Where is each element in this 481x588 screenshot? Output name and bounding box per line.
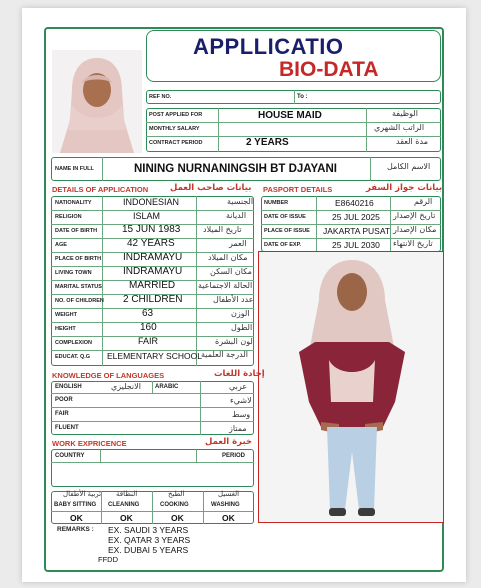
issue-date-ar: تاريخ الإصدار (393, 211, 436, 220)
salary-ar: الراتب الشهري (374, 123, 425, 132)
poor-ar: لاشيء (230, 396, 252, 405)
expiry-ar: تاريخ الانتهاء (393, 239, 433, 248)
experience-title-ar: خبرة العمل (205, 437, 253, 447)
pob-ar: مكان الميلاد (208, 253, 248, 262)
document-subtitle: BIO-DATA (279, 58, 379, 81)
applicant-photo-small (52, 50, 142, 153)
cooking-label: COOKING (160, 502, 189, 508)
fluent-label: FLUENT (55, 425, 79, 431)
cooking-value: OK (171, 513, 184, 523)
remark-line: EX. DUBAI 5 YEARS (108, 545, 189, 555)
baby-sitting-value: OK (70, 513, 83, 523)
post-value: HOUSE MAID (258, 110, 322, 121)
weight-value: 63 (142, 308, 154, 319)
remarks-label: REMARKS : (57, 526, 94, 533)
religion-ar: الديانة (226, 211, 247, 220)
passport-number-value: E8640216 (335, 198, 374, 208)
languages-title-ar: إجادة اللغات (214, 369, 265, 379)
religion-label: RELIGION (55, 214, 82, 220)
post-ar: الوظيفة (392, 109, 418, 118)
marital-value: MARRIED (129, 280, 176, 291)
weight-label: WEIGHT (55, 312, 77, 318)
washing-value: OK (222, 513, 235, 523)
salary-label: MONTHLY SALARY (149, 126, 200, 132)
contract-ar: مدة العقد (396, 137, 428, 146)
expiry-label: DATE OF EXP. (264, 242, 302, 248)
fair-label: FAIR (55, 411, 69, 417)
nationality-label: NATIONALITY (55, 200, 92, 206)
height-ar: الطول (231, 323, 253, 332)
document-title: APPLLICATIO (193, 34, 344, 59)
passport-title-ar: بيانات جواز السفر (366, 183, 443, 193)
passport-number-label: NUMBER (264, 200, 289, 206)
languages-title: KNOWLEDGE OF LANGUAGES (52, 371, 165, 380)
baby-sitting-ar: تربية الأطفال (63, 490, 102, 498)
height-value: 160 (140, 322, 157, 333)
height-label: HEIGHT (55, 326, 76, 332)
living-town-value: INDRAMAYU (123, 266, 183, 277)
dob-ar: تاريخ الميلاد (203, 225, 242, 234)
contract-label: CONTRACT PERIOD (149, 140, 203, 146)
dob-value: 15 JUN 1983 (122, 224, 181, 235)
name-ar: الاسم الكامل (387, 162, 431, 171)
marital-label: MARITAL STATUS (55, 284, 102, 290)
pob-value: INDRAMAYU (123, 252, 183, 263)
issue-date-value: 25 JUL 2025 (332, 212, 380, 222)
issue-place-ar: مكان الإصدار (393, 225, 437, 234)
education-ar: الدرجة العلمية (201, 350, 248, 359)
age-ar: العمر (229, 239, 247, 248)
living-town-label: LIVING TOWN (55, 270, 92, 276)
passport-title: PASPORT DETAILS (263, 185, 333, 194)
post-label: POST APPLIED FOR (149, 112, 203, 118)
weight-ar: الوزن (231, 309, 250, 318)
fair-ar: وسط (232, 410, 251, 419)
baby-sitting-label: BABY SITTING (54, 502, 97, 508)
marital-ar: الحالة الاجتماعية (198, 281, 253, 290)
education-label: EDUCAT. Q.G (55, 354, 91, 360)
passport-number-ar: الرقم (414, 197, 433, 206)
children-label: NO. OF CHILDREN (55, 298, 104, 304)
details-title: DETAILS OF APPLICATION (52, 185, 149, 194)
ref-label: REF NO. (149, 94, 172, 100)
period-label: PERIOD (222, 453, 246, 459)
pob-label: PLACE OF BIRTH (55, 256, 102, 262)
expiry-value: 25 JUL 2030 (332, 240, 380, 250)
education-value: ELEMENTARY SCHOOL (107, 351, 202, 361)
children-value: 2 CHILDREN (123, 294, 183, 305)
cleaning-ar: النظافة (116, 490, 138, 498)
cooking-ar: الطبخ (168, 490, 185, 498)
cleaning-value: OK (120, 513, 133, 523)
complexion-label: COMPLEXION (55, 340, 92, 346)
washing-label: WASHING (211, 502, 240, 508)
fluent-ar: ممتاز (229, 424, 247, 433)
country-label: COUNTRY (55, 453, 85, 459)
arabic-header-ar: عربي (229, 382, 248, 391)
details-title-ar: بيانات صاحب العمل (170, 183, 252, 193)
remarks-footer: FFDD (98, 555, 118, 564)
poor-label: POOR (55, 397, 73, 403)
washing-ar: الغسيل (218, 490, 240, 498)
applicant-photo-full (258, 251, 444, 523)
full-name: NINING NURNANINGSIH BT DJAYANI (134, 163, 337, 175)
to-label: To : (297, 94, 308, 100)
issue-place-value: JAKARTA PUSAT (323, 226, 391, 236)
remark-line: EX. QATAR 3 YEARS (108, 535, 191, 545)
name-label: NAME IN FULL (55, 166, 94, 172)
nationality-value: INDONESIAN (123, 197, 180, 207)
experience-title: WORK EXPRICENCE (52, 439, 127, 448)
issue-place-label: PLACE OF ISSUE (264, 228, 310, 234)
living-town-ar: مكان السكن (210, 267, 252, 276)
contract-value: 2 YEARS (246, 137, 289, 148)
issue-date-label: DATE OF ISSUE (264, 214, 306, 220)
dob-label: DATE OF BIRTH (55, 228, 98, 234)
arabic-header: ARABIC (155, 384, 179, 390)
complexion-ar: لون البشرة (215, 337, 253, 346)
children-ar: عدد الأطفال (213, 295, 254, 304)
english-header-ar: الانجليزي (111, 382, 141, 391)
age-value: 42 YEARS (127, 238, 175, 249)
remark-line: EX. SAUDI 3 YEARS (108, 525, 189, 535)
cleaning-label: CLEANING (108, 502, 140, 508)
age-label: AGE (55, 242, 67, 248)
nationality-ar: الجنسية (227, 197, 254, 206)
english-header: ENGLISH (55, 384, 82, 390)
complexion-value: FAIR (138, 336, 159, 346)
religion-value: ISLAM (133, 211, 161, 221)
